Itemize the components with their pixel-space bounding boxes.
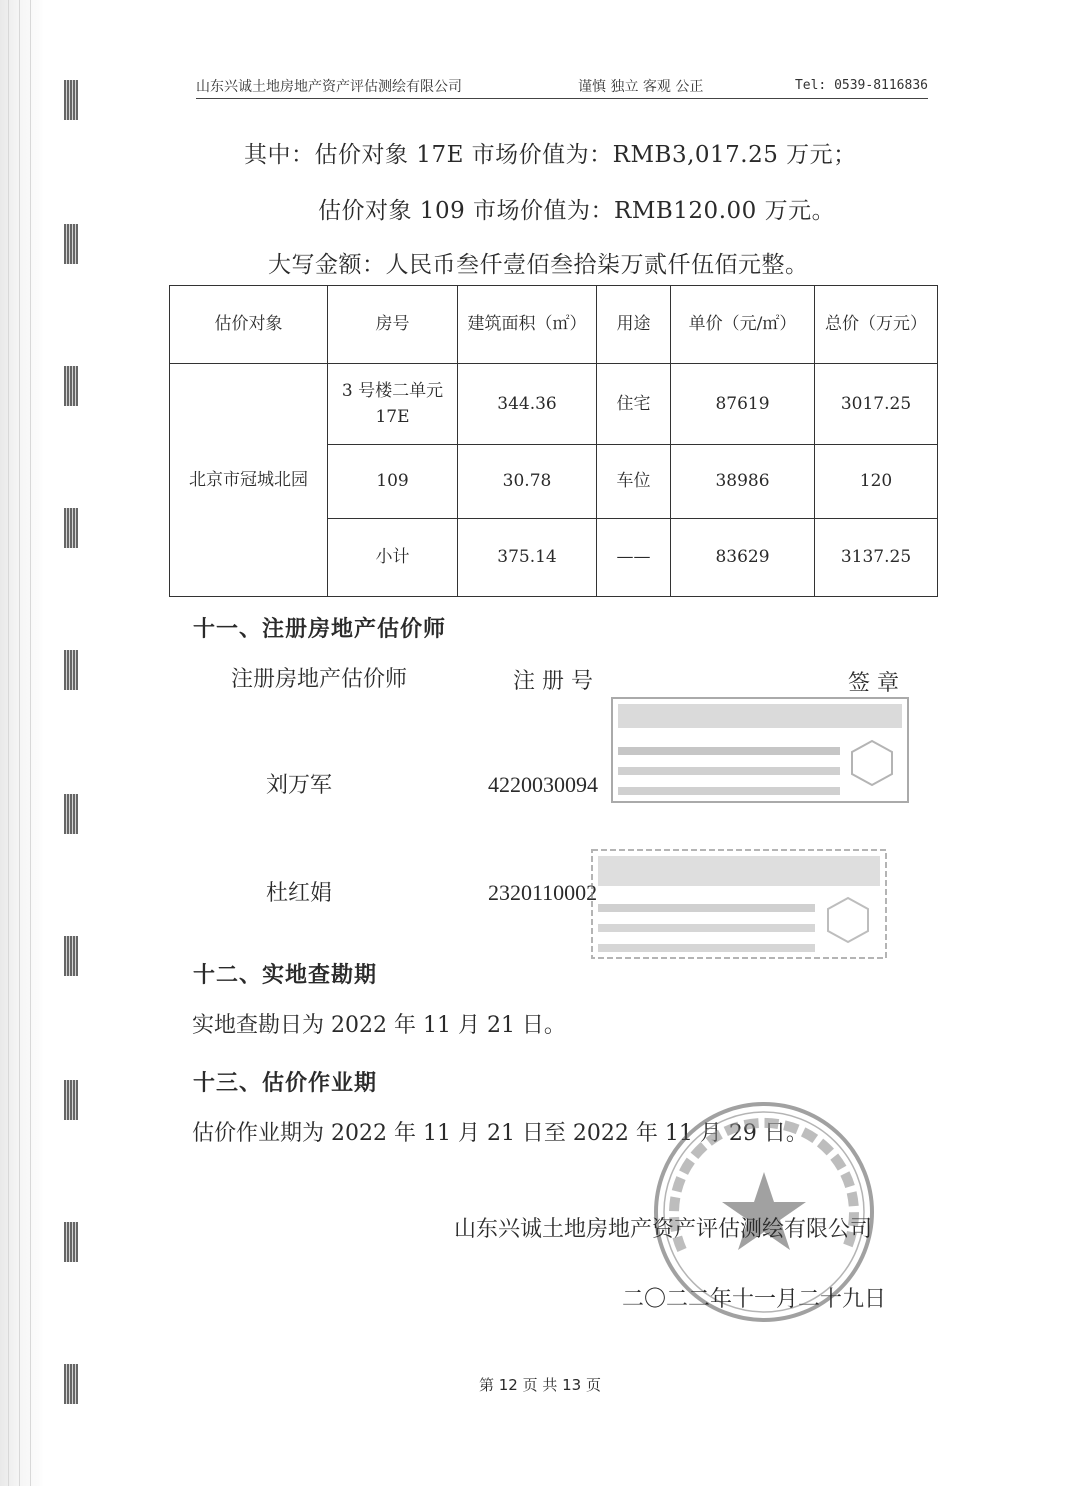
appraiser-reg-no: 2320110002 [488,880,598,905]
section-title-work-period: 十三、估价作业期 [193,1070,378,1096]
appraiser-name: 杜红娟 [266,881,333,906]
appraiser-reg-no: 4220030094 [488,772,598,797]
column-label-appraiser: 注册房地产估价师 [231,667,408,692]
binder-hole-mark [64,224,78,264]
table-header-row [170,286,938,364]
table-header: 总价（万元） [815,286,938,364]
table-row [170,364,938,444]
binder-hole-mark [64,1222,78,1262]
table-cell-use: —— [597,518,671,596]
table-cell-total: 120 [815,444,938,518]
table-cell-area: 344.36 [458,364,597,444]
table-cell-total: 3137.25 [815,518,938,596]
table-header: 估价对象 [170,286,328,364]
table-header: 建筑面积（㎡） [458,286,597,364]
summary-line-capital: 大写金额：人民币叁仟壹佰叁拾柒万贰仟伍佰元整。 [268,252,809,278]
summary-line-109: 估价对象 109 市场价值为：RMB120.00 万元。 [318,198,836,224]
table-cell-unit-price: 83629 [671,518,815,596]
table-header: 房号 [328,286,458,364]
header-company: 山东兴诚土地房地产资产评估测绘有限公司 [196,79,462,95]
binder-hole-mark [64,650,78,690]
header-tel: Tel: 0539-8116836 [794,78,928,93]
table-header: 用途 [597,286,671,364]
binder-hole-mark [64,508,78,548]
appraiser-seal-stamp [610,696,910,804]
binder-hole-mark [64,936,78,976]
work-period-text: 估价作业期为 2022 年 11 月 21 日至 2022 年 11 月 29 日。 [192,1121,808,1146]
table-cell-area: 375.14 [458,518,597,596]
scan-edge [0,0,44,1486]
binder-hole-mark [64,794,78,834]
table-cell-room: 3 号楼二单元 17E [328,364,458,444]
table-cell-unit-price: 87619 [671,364,815,444]
table-cell-room: 小计 [328,518,458,596]
section-title-appraisers: 十一、注册房地产估价师 [193,616,447,642]
signature-date: 二〇二二年十一月二十九日 [622,1287,887,1312]
table-cell-use: 住宅 [597,364,671,444]
column-label-seal: 签 章 [848,671,899,696]
page-number: 第 12 页 共 13 页 [478,1376,601,1394]
table-cell-unit-price: 38986 [671,444,815,518]
binder-hole-mark [64,1080,78,1120]
table-cell-use: 车位 [597,444,671,518]
valuation-table [169,285,938,597]
appraiser-seal-stamp [590,848,888,960]
summary-line-17e: 其中：估价对象 17E 市场价值为：RMB3,017.25 万元； [244,142,857,168]
column-label-reg-no: 注 册 号 [513,669,593,694]
appraiser-name: 刘万军 [266,773,333,798]
table-cell-room: 109 [328,444,458,518]
header-motto: 谨慎 独立 客观 公正 [578,79,704,95]
table-cell-total: 3017.25 [815,364,938,444]
section-title-inspection: 十二、实地查勘期 [193,962,378,988]
page-header [196,76,928,99]
signature-company: 山东兴诚土地房地产资产评估测绘有限公司 [454,1217,873,1242]
binder-hole-mark [64,366,78,406]
table-cell-object: 北京市冠城北园 [170,364,328,597]
table-header: 单价（元/㎡） [671,286,815,364]
table-cell-area: 30.78 [458,444,597,518]
binder-hole-mark [64,80,78,120]
inspection-date-text: 实地查勘日为 2022 年 11 月 21 日。 [192,1013,566,1038]
